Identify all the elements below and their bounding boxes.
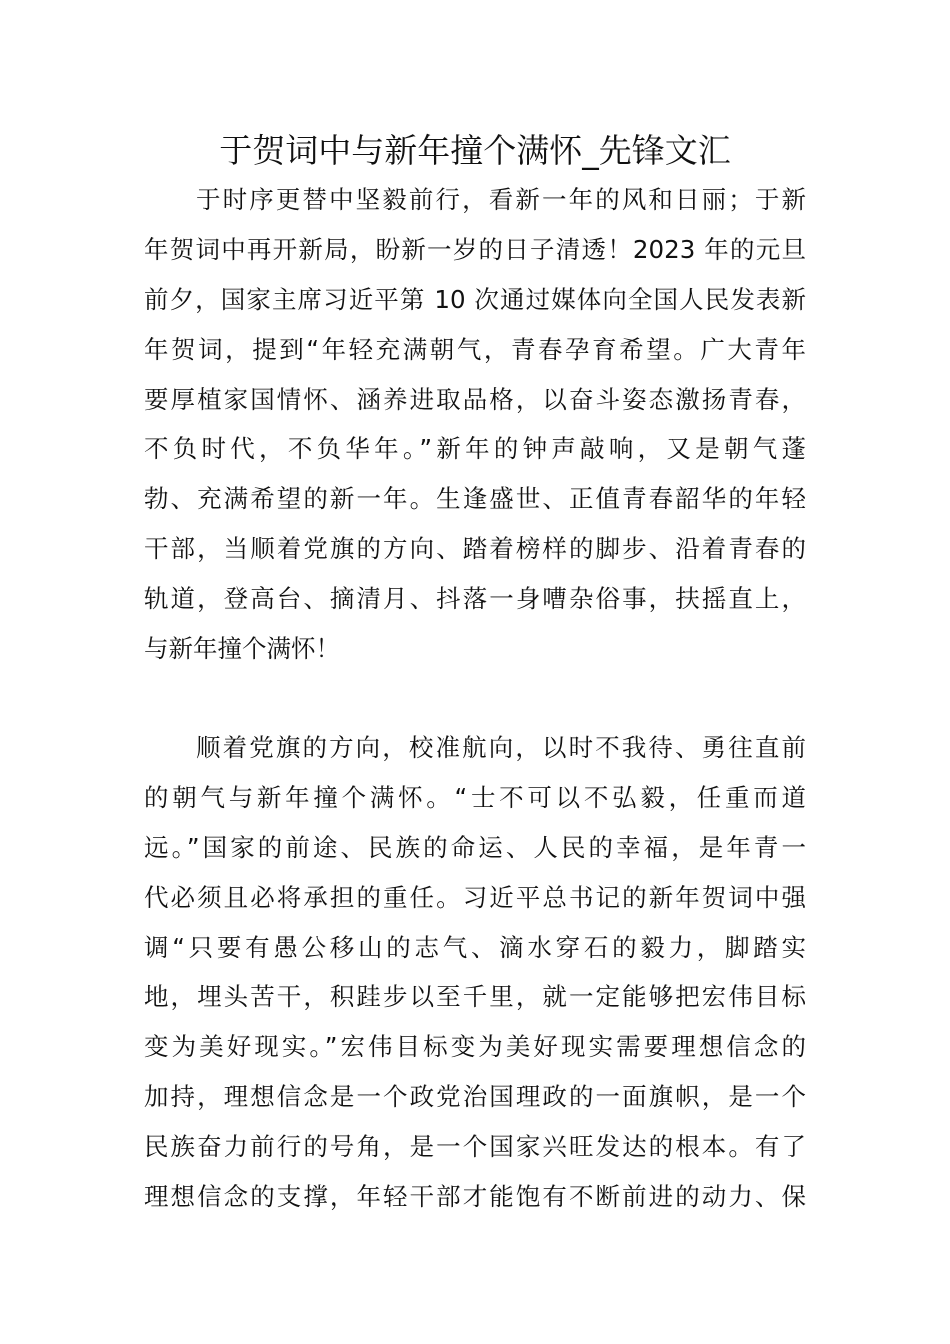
paragraph-line: 加持，理想信念是一个政党治国理政的一面旗帜，是一个	[144, 1082, 806, 1111]
paragraph-line: 要厚植家国情怀、涵养进取品格，以奋斗姿态激扬青春，	[144, 385, 806, 414]
paragraph-line: 变为美好现实。”宏伟目标变为美好现实需要理想信念的	[144, 1032, 806, 1061]
paragraph-line: 勃、充满希望的新一年。生逢盛世、正值青春韶华的年轻	[144, 484, 806, 513]
paragraph-line: 民族奋力前行的号角，是一个国家兴旺发达的根本。有了	[144, 1132, 806, 1161]
paragraph-line: 干部，当顺着党旗的方向、踏着榜样的脚步、沿着青春的	[144, 534, 806, 563]
paragraph-line: 代必须且必将承担的重任。习近平总书记的新年贺词中强	[144, 883, 806, 912]
paragraph-line: 的朝气与新年撞个满怀。“士不可以不弘毅，任重而道	[144, 783, 806, 812]
paragraph-line: 前夕，国家主席习近平第 10 次通过媒体向全国人民发表新	[144, 285, 806, 314]
paragraph-line: 与新年撞个满怀！	[144, 634, 340, 663]
paragraph-line: 远。”国家的前途、民族的命运、人民的幸福，是年青一	[144, 833, 806, 862]
paragraph-line: 理想信念的支撑，年轻干部才能饱有不断前进的动力、保	[144, 1182, 806, 1211]
paragraph-line: 调“只要有愚公移山的志气、滴水穿石的毅力，脚踏实	[144, 933, 806, 962]
document-title: 于贺词中与新年撞个满怀_先锋文汇	[219, 131, 731, 170]
paragraph-line: 不负时代，不负华年。”新年的钟声敲响，又是朝气蓬	[144, 434, 806, 463]
paragraph-line: 顺着党旗的方向，校准航向，以时不我待、勇往直前	[196, 733, 806, 762]
paragraph-line: 于时序更替中坚毅前行，看新一年的风和日丽；于新	[196, 185, 806, 214]
paragraph-line: 轨道，登高台、摘清月、抖落一身嘈杂俗事，扶摇直上，	[144, 584, 806, 613]
paragraph-line: 年贺词，提到“年轻充满朝气，青春孕育希望。广大青年	[144, 335, 806, 364]
paragraph-line: 年贺词中再开新局，盼新一岁的日子清透！2023 年的元旦	[144, 235, 806, 264]
paragraph-line: 地，埋头苦干，积跬步以至千里，就一定能够把宏伟目标	[144, 982, 806, 1011]
